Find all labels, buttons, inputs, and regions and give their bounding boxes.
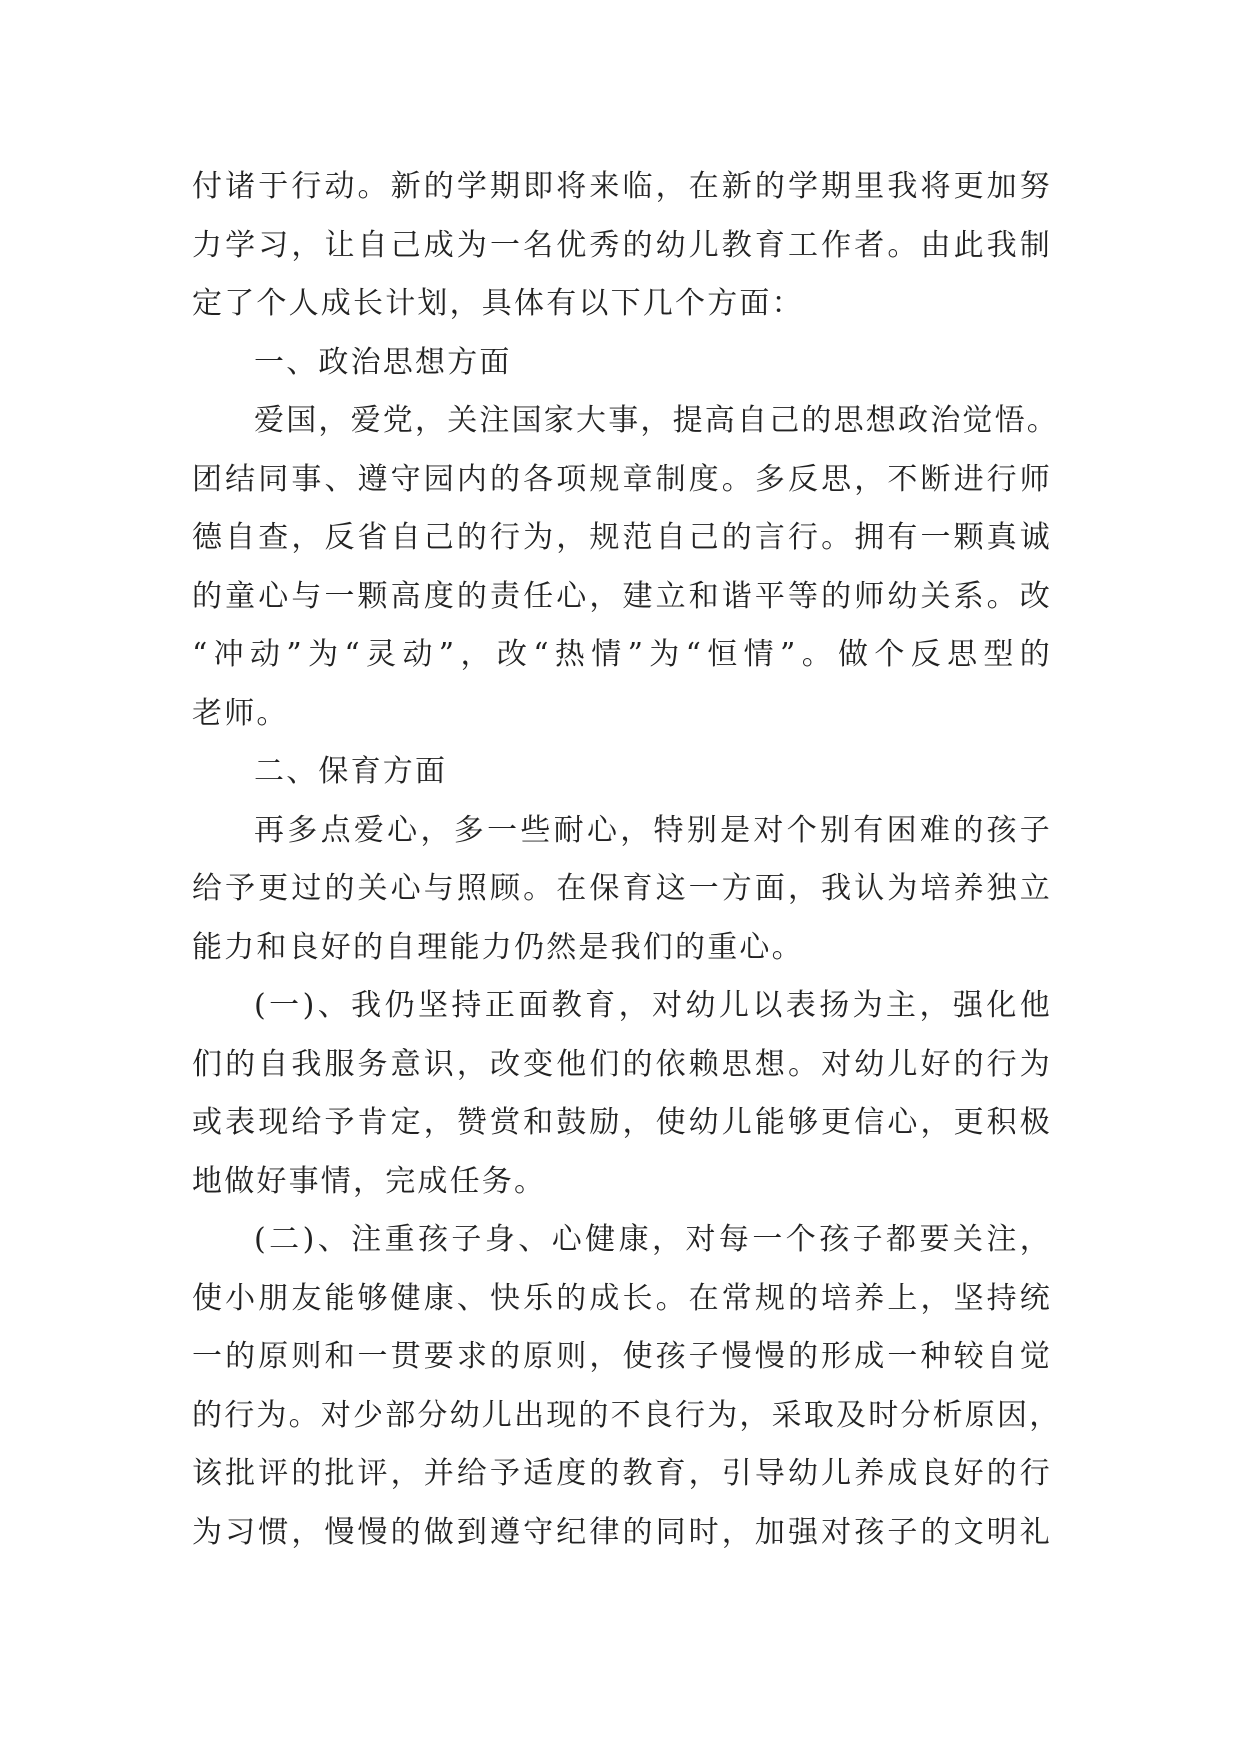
text-line: 使小朋友能够健康、快乐的成长。在常规的培养上，坚持统 bbox=[192, 1280, 1052, 1316]
text-line: 付诸于行动。新的学期即将来临，在新的学期里我将更加努 bbox=[192, 169, 1052, 204]
text-line: 再多点爱心，多一些耐心，特别是对个别有困难的孩子 bbox=[254, 812, 1052, 848]
text-line: 们的自我服务意识，改变他们的依赖思想。对幼儿好的行为 bbox=[192, 1046, 1052, 1082]
text-line: 能力和良好的自理能力仍然是我们的重心。 bbox=[192, 929, 804, 965]
text-line: (二)、注重孩子身、心健康，对每一个孩子都要关注， bbox=[254, 1222, 1052, 1257]
text-line: 的行为。对少部分幼儿出现的不良行为，采取及时分析原因， bbox=[192, 1397, 1062, 1433]
document-body bbox=[192, 158, 1062, 1562]
text-line: 或表现给予肯定，赞赏和鼓励，使幼儿能够更信心，更积极 bbox=[192, 1105, 1052, 1140]
text-line: 定了个人成长计划，具体有以下几个方面： bbox=[192, 286, 804, 321]
text-line: 力学习，让自己成为一名优秀的幼儿教育工作者。由此我制 bbox=[192, 227, 1052, 263]
text-line: 团结同事、遵守园内的各项规章制度。多反思，不断进行师 bbox=[192, 461, 1052, 497]
text-line: (一)、我仍坚持正面教育，对幼儿以表扬为主，强化他 bbox=[254, 988, 1052, 1023]
text-line: 爱国，爱党，关注国家大事，提高自己的思想政治觉悟。 bbox=[254, 403, 1059, 438]
text-line: 一、政治思想方面 bbox=[254, 344, 512, 380]
text-line: 为习惯，慢慢的做到遵守纪律的同时，加强对孩子的文明礼 bbox=[192, 1514, 1052, 1550]
text-line: 的童心与一颗高度的责任心，建立和谐平等的师幼关系。改 bbox=[192, 578, 1052, 614]
text-line: 该批评的批评，并给予适度的教育，引导幼儿养成良好的行 bbox=[192, 1456, 1052, 1491]
text-line: “冲动”为“灵动”，改“热情”为“恒情”。做个反思型的 bbox=[192, 637, 1052, 672]
text-line: 老师。 bbox=[192, 695, 289, 731]
text-line: 德自查，反省自己的行为，规范自己的言行。拥有一颗真诚 bbox=[192, 520, 1052, 555]
text-line: 二、保育方面 bbox=[254, 754, 448, 789]
text-line: 地做好事情，完成任务。 bbox=[192, 1163, 547, 1199]
text-line: 给予更过的关心与照顾。在保育这一方面，我认为培养独立 bbox=[192, 871, 1052, 906]
text-line: 一的原则和一贯要求的原则，使孩子慢慢的形成一种较自觉 bbox=[192, 1339, 1052, 1374]
